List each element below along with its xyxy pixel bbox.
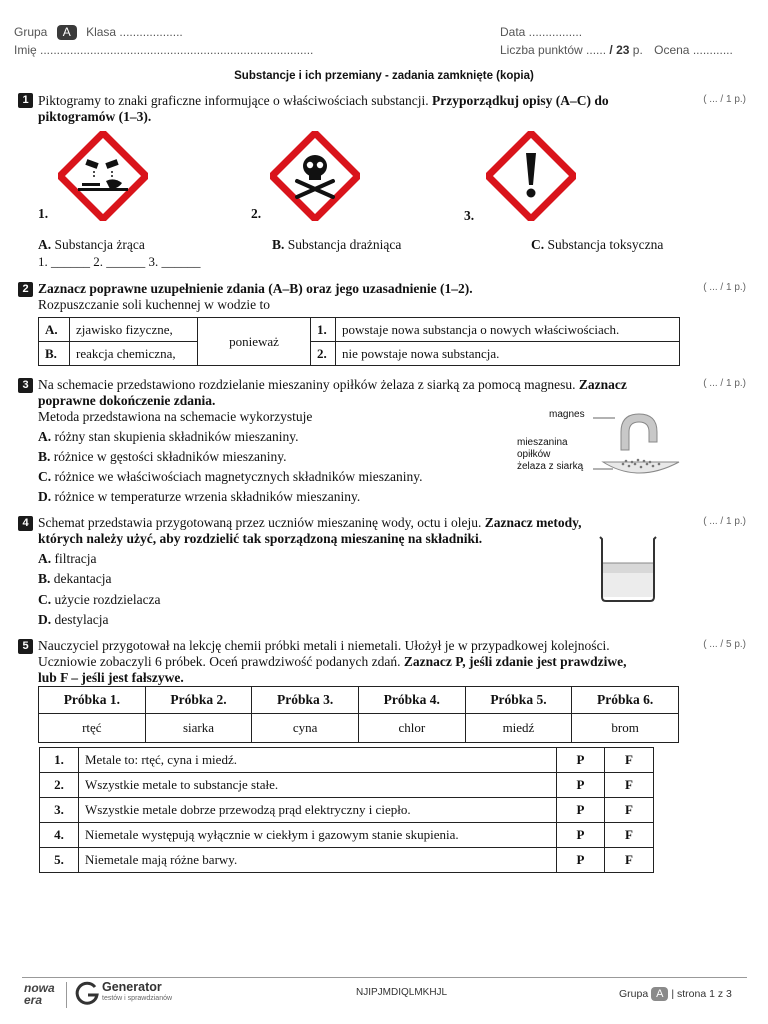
q3-option-a[interactable]: A. różny stan skupienia składników mieszaniny. <box>38 429 299 444</box>
option-b: B. Substancja drażniąca <box>272 237 402 252</box>
magnet-diagram <box>593 410 683 480</box>
corrosive-pictogram-icon <box>58 131 148 221</box>
question-number-1: 1 <box>18 93 33 108</box>
points-q4: ( ... / 1 p.) <box>703 516 746 527</box>
q4-option-a[interactable]: A. filtracja <box>38 551 97 566</box>
question-number-4: 4 <box>18 516 33 531</box>
statement-num: 2. <box>40 773 79 798</box>
document-code: NJIPJMDIQLMKHJL <box>356 987 448 998</box>
grade-field: Ocena ............ <box>654 43 733 57</box>
statement-text: Niemetale występują wyłącznie w ciekłym i gazowym stanie skupienia. <box>79 823 557 848</box>
false-option[interactable]: F <box>605 773 654 798</box>
table-row <box>40 773 654 798</box>
true-option[interactable]: P <box>557 773 605 798</box>
points-q1: ( ... / 1 p.) <box>703 94 746 105</box>
question-number-5: 5 <box>18 639 33 654</box>
points-q5: ( ... / 5 p.) <box>703 639 746 650</box>
sample-header-3: Próbka 3. <box>252 687 359 714</box>
points-q3: ( ... / 1 p.) <box>703 378 746 389</box>
sample-value-5: miedź <box>465 714 572 743</box>
footer-page-info: Grupa A | strona 1 z 3 <box>619 988 732 1000</box>
q2-reason-1[interactable]: powstaje nowa substancja o nowych właściwościach. <box>336 318 680 342</box>
sample-value-2: siarka <box>145 714 252 743</box>
question-2-text: Zaznacz poprawne uzupełnienie zdania (A–B) oraz jego uzasadnienie (1–2). Rozpuszczanie soli kuchennej w wodzie to <box>38 281 473 312</box>
sample-value-1: rtęć <box>39 714 146 743</box>
option-c: C. Substancja toksyczna <box>531 237 664 252</box>
sample-header-6: Próbka 6. <box>572 687 679 714</box>
q3-stem: Metoda przedstawiona na schemacie wykorzystuje <box>38 409 313 424</box>
q2-letter-b[interactable]: B. <box>39 342 70 366</box>
statement-num: 1. <box>40 748 79 773</box>
samples-table <box>38 686 679 743</box>
statement-num: 5. <box>40 848 79 873</box>
generator-subtitle: testów i sprawdzianów <box>102 995 173 1002</box>
footer-divider <box>22 977 747 978</box>
q3-option-b[interactable]: B. różnice w gęstości składników mieszaniny. <box>38 449 287 464</box>
true-option[interactable]: P <box>557 848 605 873</box>
q2-num-2[interactable]: 2. <box>311 342 336 366</box>
sample-header-2: Próbka 2. <box>145 687 252 714</box>
footer-group-badge: A <box>651 987 668 1001</box>
points-q2: ( ... / 1 p.) <box>703 282 746 293</box>
group-field: Grupa A Klasa ................... <box>14 25 183 39</box>
logo-divider <box>66 982 67 1008</box>
question-1-text: Piktogramy to znaki graficzne informujące o właściwościach substancji. Przyporządkuj opisy (A–C) do piktogramów (1–3). <box>38 93 609 124</box>
generator-title: Generator <box>102 980 162 994</box>
question-number-3: 3 <box>18 378 33 393</box>
false-option[interactable]: F <box>605 823 654 848</box>
sample-header-1: Próbka 1. <box>39 687 146 714</box>
date-field: Data ................ <box>500 25 583 39</box>
q2-num-1[interactable]: 1. <box>311 318 336 342</box>
pictogram-label-1: 1. <box>38 206 49 221</box>
q4-option-d[interactable]: D. destylacja <box>38 612 109 627</box>
statement-num: 4. <box>40 823 79 848</box>
pictogram-label-3: 3. <box>464 208 475 223</box>
false-option[interactable]: F <box>605 748 654 773</box>
statement-num: 3. <box>40 798 79 823</box>
sample-header-4: Próbka 4. <box>358 687 465 714</box>
table-row <box>40 798 654 823</box>
question-4-text: Schemat przedstawia przygotowaną przez uczniów mieszaninę wody, octu i oleju. Zaznacz metody, których należy użyć, aby rozdzielić tak sporządzoną mieszaninę na składniki. <box>38 515 582 546</box>
page-title: Substancje i ich przemiany - zadania zamknięte (kopia) <box>234 70 534 82</box>
true-option[interactable]: P <box>557 823 605 848</box>
statement-text: Wszystkie metale dobrze przewodzą prąd elektryczny i ciepło. <box>79 798 557 823</box>
nowa-era-logo: nowa era <box>24 981 55 1007</box>
skull-crossbones-pictogram-icon <box>270 131 360 221</box>
statements-table <box>39 747 654 873</box>
q2-option-a[interactable]: zjawisko fizyczne, <box>70 318 198 342</box>
q4-option-c[interactable]: C. użycie rozdzielacza <box>38 592 161 607</box>
magnet-label: magnes <box>549 409 585 420</box>
false-option[interactable]: F <box>605 848 654 873</box>
q2-letter-a[interactable]: A. <box>39 318 70 342</box>
q2-table <box>38 317 680 366</box>
exclamation-pictogram-icon <box>486 131 576 221</box>
question-3-text: Na schemacie przedstawiono rozdzielanie mieszaniny opiłków żelaza z siarką za pomocą magnesu. Zaznacz poprawne dokończenie zdania. <box>38 377 627 408</box>
table-row <box>40 748 654 773</box>
mixture-label: mieszanina opiłków żelaza z siarką <box>517 437 584 472</box>
option-a: A. Substancja żrąca <box>38 237 145 252</box>
pictogram-label-2: 2. <box>251 206 262 221</box>
generator-logo-icon <box>74 981 100 1007</box>
beaker-diagram <box>598 533 660 605</box>
sample-header-5: Próbka 5. <box>465 687 572 714</box>
q4-option-b[interactable]: B. dekantacja <box>38 571 112 586</box>
table-row <box>40 848 654 873</box>
table-row <box>40 823 654 848</box>
true-option[interactable]: P <box>557 748 605 773</box>
statement-text: Wszystkie metale to substancje stałe. <box>79 773 557 798</box>
false-option[interactable]: F <box>605 798 654 823</box>
question-5-text: Nauczyciel przygotował na lekcję chemii próbki metali i niemetali. Ułożył je w przypadkowej kolejności. Uczniowie zobaczyli 6 próbek. Oceń prawdziwość podanych zdań. Zaznacz P, jeśli zdanie jest prawdziwe, lub F – jeśli jest fałszywe. <box>38 638 627 685</box>
question-number-2: 2 <box>18 282 33 297</box>
class-field: Klasa ................... <box>86 25 183 39</box>
sample-value-3: cyna <box>252 714 359 743</box>
q2-because: ponieważ <box>198 318 311 366</box>
statement-text: Metale to: rtęć, cyna i miedź. <box>79 748 557 773</box>
sample-value-4: chlor <box>358 714 465 743</box>
true-option[interactable]: P <box>557 798 605 823</box>
q3-option-c[interactable]: C. różnice we właściwościach magnetycznych składników mieszaniny. <box>38 469 423 484</box>
group-badge: A <box>57 25 77 40</box>
answer-line[interactable]: 1. ______ 2. ______ 3. ______ <box>38 254 201 269</box>
points-field: Liczba punktów ...... / 23 p. Ocena ............ <box>500 43 733 57</box>
q3-option-d[interactable]: D. różnice w temperaturze wrzenia składników mieszaniny. <box>38 489 361 504</box>
q2-reason-2[interactable]: nie powstaje nowa substancja. <box>336 342 680 366</box>
statement-text: Niemetale mają różne barwy. <box>79 848 557 873</box>
name-field: Imię .................................................................................. <box>14 43 314 57</box>
q2-option-b[interactable]: reakcja chemiczna, <box>70 342 198 366</box>
sample-value-6: brom <box>572 714 679 743</box>
